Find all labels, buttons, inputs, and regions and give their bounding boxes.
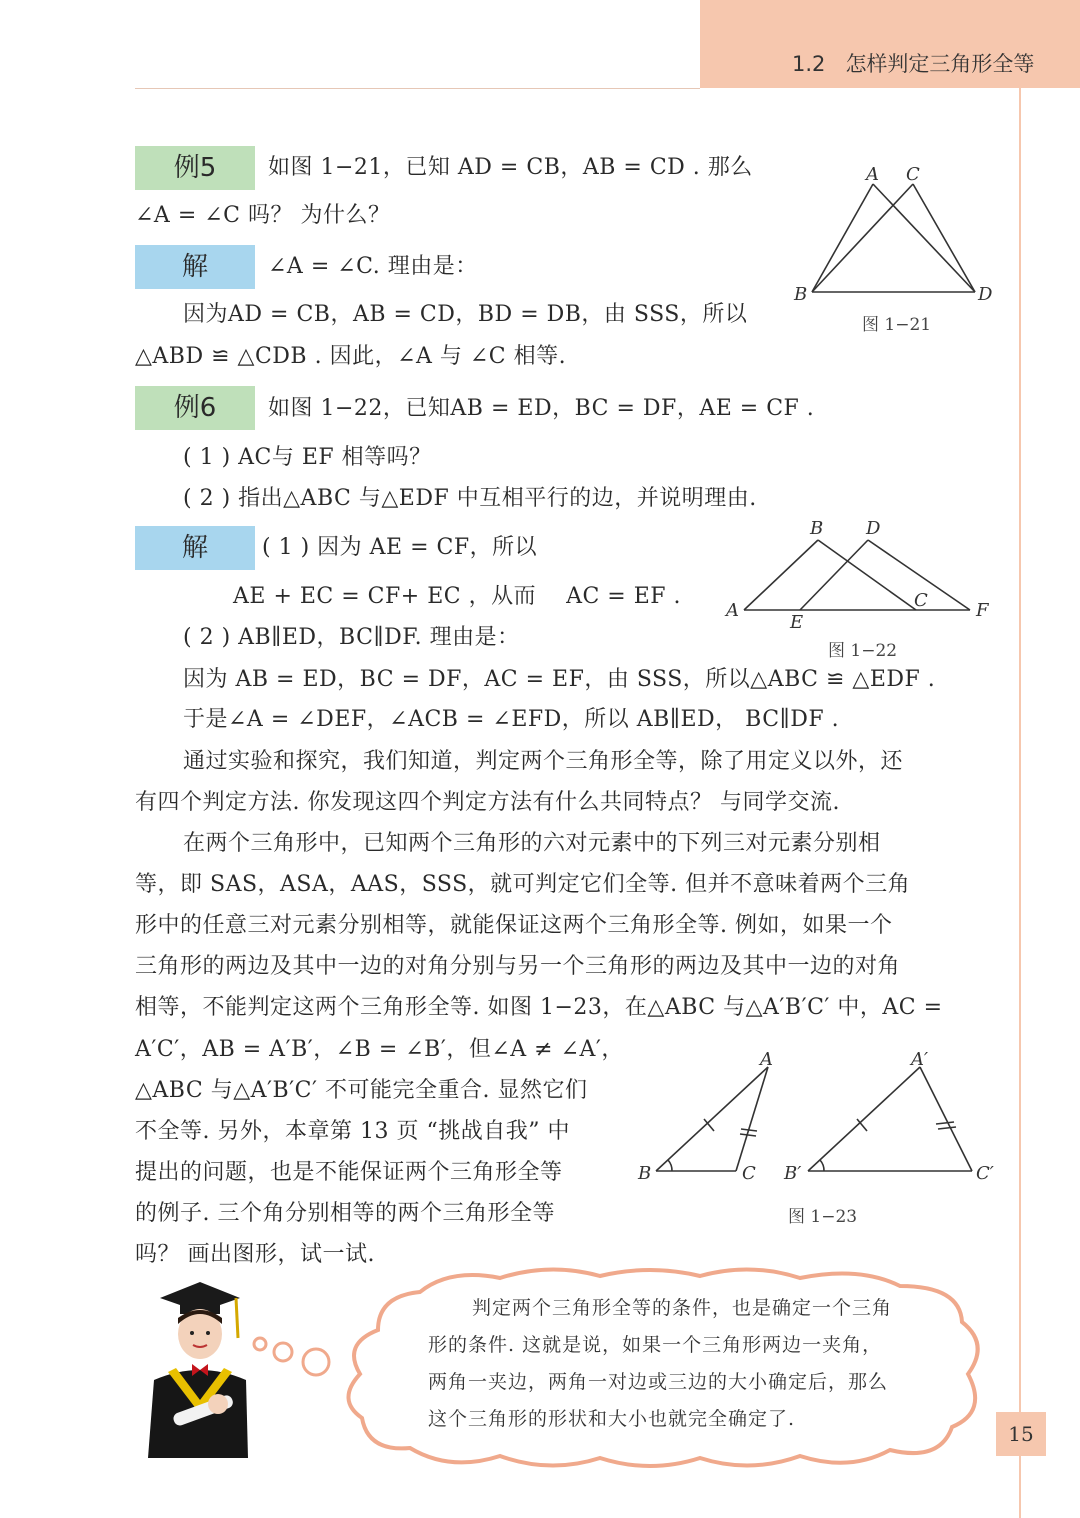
- paragraph-2-line-8: 不全等. 另外，本章第 13 页 “挑战自我” 中: [135, 1119, 570, 1144]
- paragraph-2-line-3: 形中的任意三对元素分别相等，就能保证这两个三角形全等. 例如，如果一个: [135, 913, 893, 938]
- fig23-label-b: B: [638, 1163, 652, 1184]
- bubble-line-1: 判定两个三角形全等的条件，也是确定一个三角: [472, 1297, 893, 1319]
- figure-1-23: [632, 1045, 1002, 1190]
- paragraph-2-line-5: 相等，不能判定这两个三角形全等. 如图 1−23，在△ABC 与△A′B′C′ 中，AC =: [135, 995, 943, 1020]
- bubble-line-4: 这个三角形的形状和大小也就完全确定了.: [428, 1408, 796, 1430]
- page-number: 15: [996, 1412, 1046, 1456]
- solution-6-line-1: ( 1 ) 因为 AE = CF，所以: [262, 535, 538, 560]
- student-graduate-illustration: [140, 1276, 250, 1458]
- margin-rule: [1019, 88, 1021, 1518]
- fig23-label-c: C: [742, 1163, 756, 1184]
- fig23-label-a-prime: A′: [911, 1049, 929, 1070]
- fig22-label-d: D: [866, 518, 881, 539]
- paragraph-1-line-2: 有四个判定方法. 你发现这四个判定方法有什么共同特点？ 与同学交流.: [135, 790, 840, 815]
- section-header: [792, 48, 1034, 78]
- paragraph-2-line-2: 等，即 SAS，ASA，AAS，SSS，就可判定它们全等. 但并不意味着两个三角: [135, 872, 911, 897]
- paragraph-2-line-4: 三角形的两边及其中一边的对角分别与另一个三角形的两边及其中一边的对角: [135, 954, 901, 979]
- example-6-line-3: ( 2 ) 指出△ABC 与△EDF 中互相平行的边，并说明理由.: [183, 486, 757, 511]
- example-5-tag: 例5: [135, 146, 255, 190]
- bubble-line-3: 两角一夹边，两角一对边或三边的大小确定后，那么: [428, 1371, 889, 1393]
- solution-5-line-2: 因为AD = CB，AB = CD，BD = DB，由 SSS，所以: [183, 302, 748, 327]
- paragraph-2-line-6: A′C′，AB = A′B′，∠B = ∠B′，但∠A ≠ ∠A′，: [135, 1037, 624, 1062]
- fig23-label-c-prime: C′: [976, 1163, 994, 1184]
- bubble-line-2: 形的条件. 这就是说，如果一个三角形两边一夹角，: [428, 1334, 883, 1356]
- header-rule: [135, 88, 700, 89]
- example-5-line-1: 如图 1−21，已知 AD = CB，AB = CD . 那么: [268, 155, 753, 180]
- solution-5-tag: 解: [135, 245, 255, 289]
- solution-5-line-3: △ABD ≌ △CDB . 因此，∠A 与 ∠C 相等.: [135, 344, 567, 369]
- fig21-label-a: A: [866, 164, 879, 185]
- solution-6-line-4: 因为 AB = ED，BC = DF，AC = EF，由 SSS，所以△ABC ≌ △EDF .: [183, 667, 936, 692]
- fig21-label-c: C: [906, 164, 920, 185]
- paragraph-2-line-9: 提出的问题，也是不能保证两个三角形全等: [135, 1160, 563, 1185]
- solution-6-line-3: ( 2 ) AB∥ED，BC∥DF. 理由是：: [183, 625, 520, 650]
- section-number: 1.2: [792, 52, 826, 76]
- example-5-line-2: ∠A = ∠C 吗？ 为什么？: [135, 203, 391, 228]
- solution-6-tag: 解: [135, 526, 255, 570]
- solution-6-line-2: AE + EC = CF+ EC ，从而 AC = EF .: [233, 584, 682, 609]
- fig22-label-c: C: [914, 590, 928, 611]
- example-6-line-1: 如图 1−22，已知AB = ED，BC = DF，AE = CF .: [268, 396, 815, 421]
- fig21-label-b: B: [794, 284, 808, 305]
- fig22-label-a: A: [726, 600, 739, 621]
- solution-6-line-5: 于是∠A = ∠DEF，∠ACB = ∠EFD，所以 AB∥ED， BC∥DF .: [183, 707, 840, 732]
- paragraph-2-line-1: 在两个三角形中，已知两个三角形的六对元素中的下列三对元素分别相: [183, 831, 881, 856]
- example-6-line-2: ( 1 ) AC与 EF 相等吗？: [183, 445, 432, 470]
- example-6-tag: 例6: [135, 386, 255, 430]
- fig23-label-b-prime: B′: [784, 1163, 802, 1184]
- solution-5-line-1: ∠A = ∠C. 理由是：: [268, 254, 478, 279]
- fig22-label-b: B: [810, 518, 824, 539]
- figure-1-21-caption: 图 1−21: [862, 315, 932, 335]
- section-title: 怎样判定三角形全等: [845, 52, 1035, 76]
- figure-1-22: [722, 512, 1002, 637]
- fig22-label-f: F: [976, 600, 989, 621]
- paragraph-2-line-10: 的例子. 三个角分别相等的两个三角形全等: [135, 1201, 555, 1226]
- figure-1-22-caption: 图 1−22: [828, 641, 898, 661]
- paragraph-2-line-7: △ABC 与△A′B′C′ 不可能完全重合. 显然它们: [135, 1078, 588, 1103]
- fig22-label-e: E: [790, 612, 804, 633]
- fig23-label-a: A: [760, 1049, 773, 1070]
- fig21-label-d: D: [978, 284, 993, 305]
- figure-1-23-caption: 图 1−23: [788, 1207, 858, 1227]
- paragraph-2-line-11: 吗？ 画出图形，试一试.: [135, 1242, 375, 1267]
- paragraph-1-line-1: 通过实验和探究，我们知道，判定两个三角形全等，除了用定义以外，还: [183, 749, 904, 774]
